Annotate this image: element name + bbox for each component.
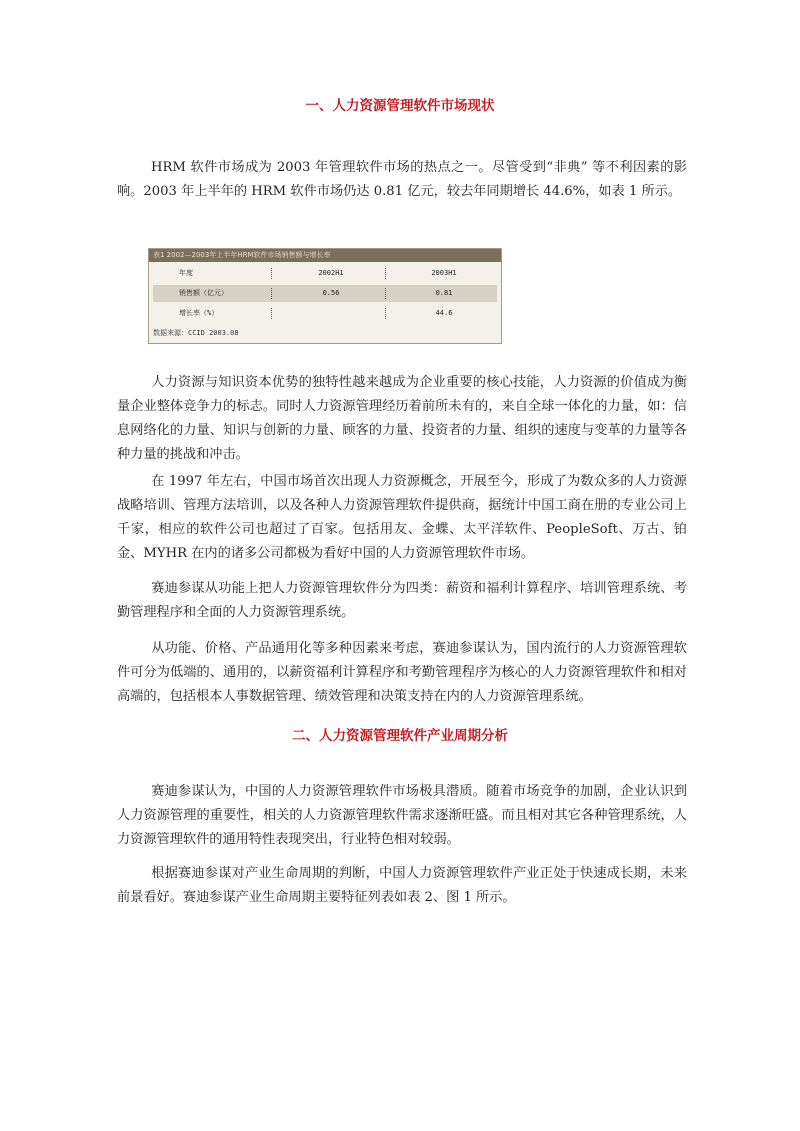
paragraph-hr-capital [117, 371, 687, 467]
table-cell-label: 增长率（%） [179, 309, 219, 317]
paragraph-hrm-market-intro [117, 156, 687, 204]
section-heading-industry-cycle: 二、人力资源管理软件产业周期分析 [292, 728, 508, 744]
table-cell: 0.81 [435, 289, 453, 297]
table-row [153, 285, 497, 302]
table-header-2003h1: 2003H1 [431, 269, 457, 277]
column-divider [271, 288, 273, 299]
table-1-sales-growth [148, 248, 502, 344]
column-divider [271, 268, 273, 279]
paragraph-text: 根据赛迪参谋对产业生命周期的判断，中国人力资源管理软件产业正处于快速成长期，未来前景看好。赛迪参谋产业生命周期主要特征列表如表 2、图 1 所示。 [117, 866, 687, 905]
paragraph-software-tiers [117, 637, 687, 709]
paragraph-text: 在 1997 年左右，中国市场首次出现人力资源概念，开展至今，形成了为数众多的人力资源战略培训、管理方法培训，以及各种人力资源管理软件提供商，据统计中国工商在册的专业公司上千家，相应的软件公司也超过了百家。包括用友、金蝶、太平洋软件、PeopleSoft、万古、铂金、MYHR 在内的诸多公司都极为看好中国的人力资源管理软件市场。 [117, 474, 687, 561]
paragraph-text: 人力资源与知识资本优势的独特性越来越成为企业重要的核心技能，人力资源的价值成为衡量企业整体竞争力的标志。同时人力资源管理经历着前所未有的，来自全球一体化的力量，如：信息网络化的力量、知识与创新的力量、顾客的力量、投资者的力量、组织的速度与变革的力量等各种力量的挑战和冲击。 [117, 375, 687, 462]
paragraph-text: 从功能、价格、产品通用化等多种因素来考虑，赛迪参谋认为，国内流行的人力资源管理软件可分为低端的、通用的，以薪资福利计算程序和考勤管理程序为核心的人力资源管理软件和相对高端的，包括根本人事数据管理、绩效管理和决策支持在内的人力资源管理系统。 [117, 641, 687, 704]
table-caption: 表1 2002—2003年上半年HRM软件市场销售额与增长率 [149, 249, 501, 262]
table-header-2002h1: 2002H1 [318, 269, 344, 277]
table-header-row [153, 265, 497, 282]
column-divider [271, 308, 273, 319]
paragraph-text: HRM 软件市场成为 2003 年管理软件市场的热点之一。尽管受到“非典” 等不利因素的影响。2003 年上半年的 HRM 软件市场仍达 0.81 亿元，较去年同期增长 44.6%，如表 1 所示。 [117, 160, 687, 199]
table-cell [281, 305, 381, 322]
column-divider [385, 268, 387, 279]
column-divider [385, 288, 387, 299]
paragraph-text: 赛迪参谋认为，中国的人力资源管理软件市场极具潜质。随着市场竞争的加剧，企业认识到人力资源管理的重要性，相关的人力资源管理软件需求逐渐旺盛。而且相对其它各种管理系统，人力资源管理软件的通用特性表现突出，行业特色相对较弱。 [117, 784, 687, 847]
table-cell-label: 销售额（亿元） [179, 289, 228, 297]
paragraph-market-history [117, 470, 687, 566]
paragraph-software-categories [117, 577, 687, 625]
paragraph-text: 赛迪参谋从功能上把人力资源管理软件分为四类：薪资和福利计算程序、培训管理系统、考勤管理程序和全面的人力资源管理系统。 [117, 581, 687, 620]
table-row [153, 305, 497, 322]
table-cell: 0.56 [322, 289, 340, 297]
section-heading-market-status: 一、人力资源管理软件市场现状 [305, 98, 495, 114]
table-cell: 44.6 [435, 309, 453, 317]
table-source-note: 数据来源：CCID 2003.08 [153, 329, 239, 337]
paragraph-market-potential [117, 780, 687, 852]
table-header-year: 年度 [179, 269, 193, 277]
column-divider [385, 308, 387, 319]
paragraph-lifecycle-judgement [117, 862, 687, 910]
